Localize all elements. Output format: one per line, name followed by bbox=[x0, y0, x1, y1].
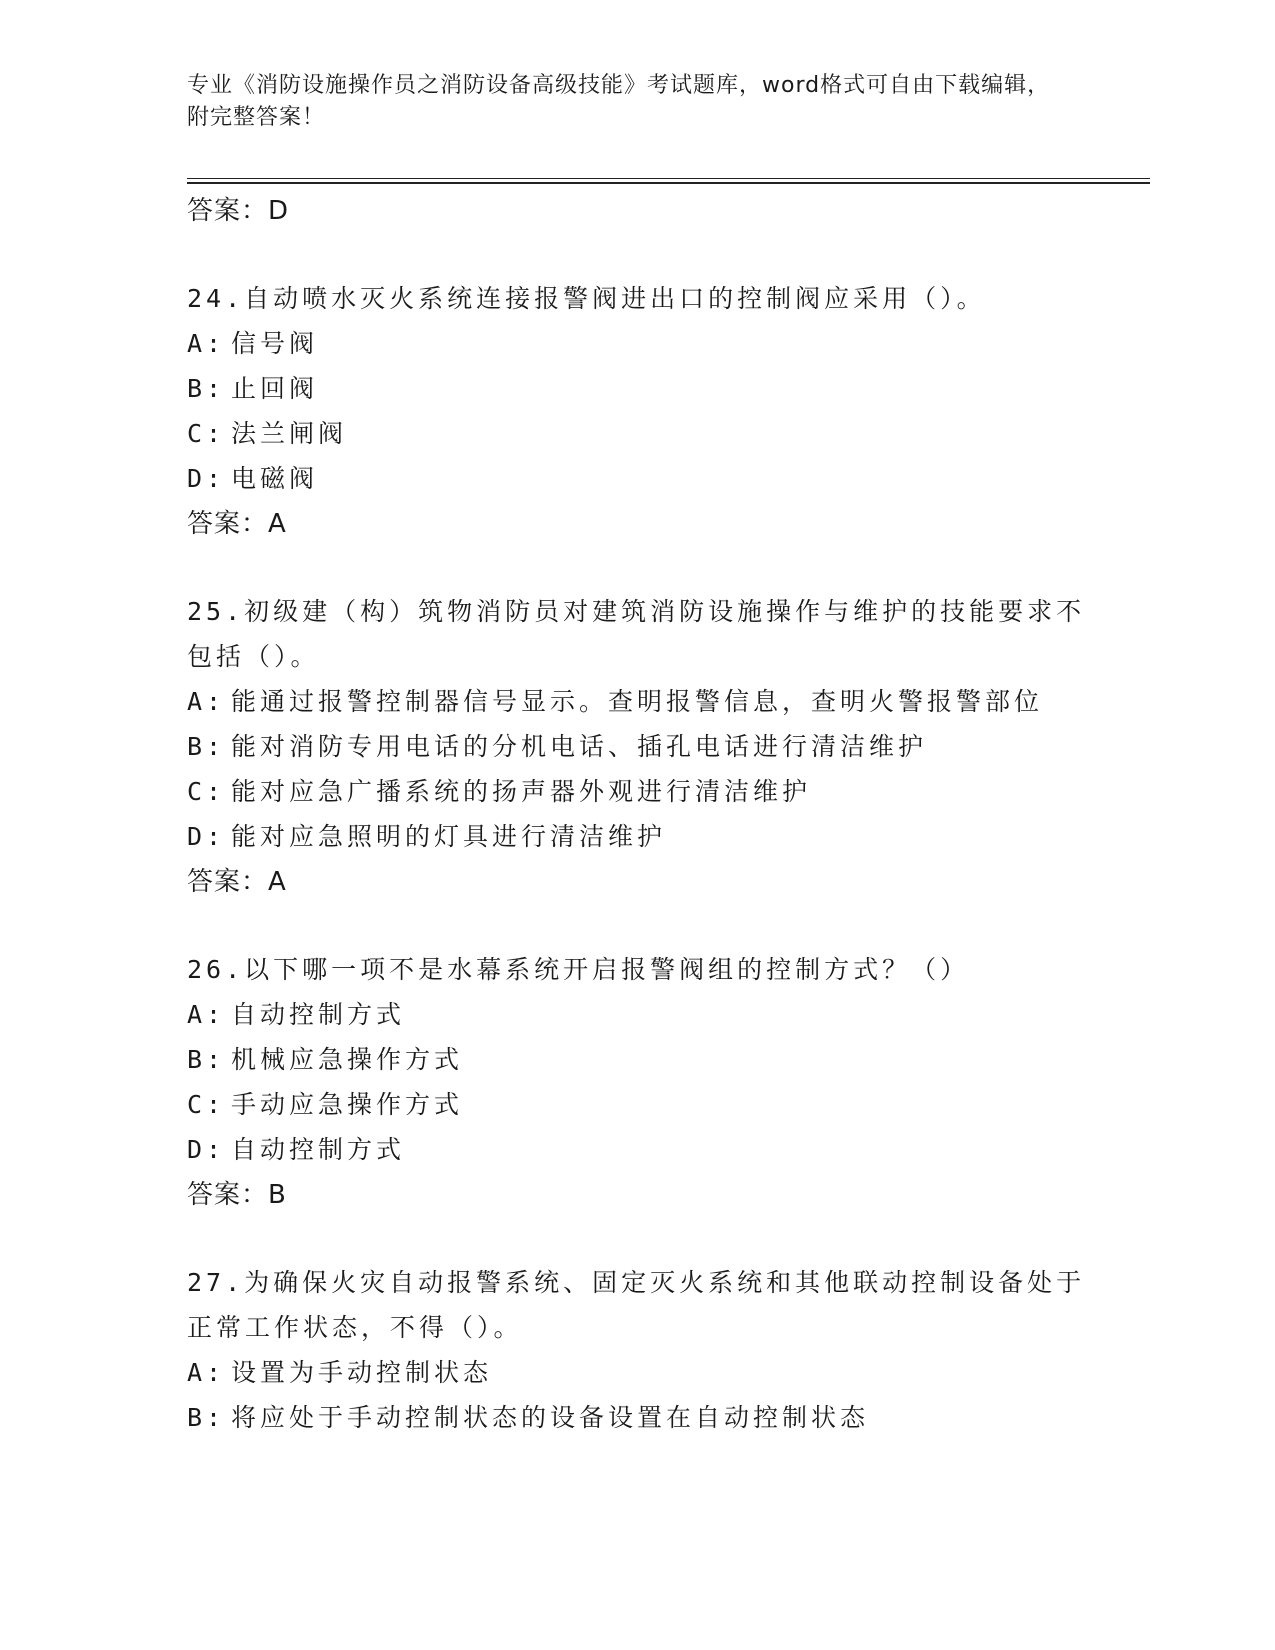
option-letter: D: bbox=[187, 1135, 226, 1164]
option-a bbox=[187, 1350, 1087, 1395]
option-text: 自动控制方式 bbox=[231, 1000, 406, 1029]
option-letter: B: bbox=[187, 374, 226, 403]
option-letter: A: bbox=[187, 1358, 226, 1387]
option-text: 机械应急操作方式 bbox=[231, 1045, 464, 1074]
option-letter: B: bbox=[187, 1045, 226, 1074]
answer-line: 答案：A bbox=[187, 509, 287, 539]
option-b bbox=[187, 1395, 1087, 1440]
header-divider-thick bbox=[187, 182, 1150, 184]
option-letter: C: bbox=[187, 419, 226, 448]
option-a bbox=[187, 992, 1087, 1037]
option-b bbox=[187, 724, 1087, 769]
question-list bbox=[187, 188, 1087, 1440]
option-letter: D: bbox=[187, 464, 226, 493]
option-letter: B: bbox=[187, 732, 226, 761]
document-header: 专业《消防设施操作员之消防设备高级技能》考试题库，word格式可自由下载编辑，附完整答案！ bbox=[187, 73, 1051, 130]
option-text: 能对应急照明的灯具进行清洁维护 bbox=[231, 822, 667, 851]
answer-line: 答案：B bbox=[187, 1180, 287, 1210]
option-letter: C: bbox=[187, 777, 226, 806]
option-letter: A: bbox=[187, 687, 226, 716]
question-block bbox=[187, 589, 1087, 905]
option-text: 止回阀 bbox=[231, 374, 319, 403]
option-a bbox=[187, 679, 1087, 724]
option-text: 将应处于手动控制状态的设备设置在自动控制状态 bbox=[231, 1403, 870, 1432]
option-text: 能对消防专用电话的分机电话、插孔电话进行清洁维护 bbox=[231, 732, 928, 761]
option-letter: A: bbox=[187, 329, 226, 358]
question-text: 25.初级建（构）筑物消防员对建筑消防设施操作与维护的技能要求不包括（）。 bbox=[187, 597, 1086, 671]
question-text: 24.自动喷水灭火系统连接报警阀进出口的控制阀应采用（）。 bbox=[187, 284, 986, 313]
question-text: 27.为确保火灾自动报警系统、固定灭火系统和其他联动控制设备处于正常工作状态，不得（）。 bbox=[187, 1268, 1086, 1342]
option-c bbox=[187, 769, 1087, 814]
question-text: 26.以下哪一项不是水幕系统开启报警阀组的控制方式？（） bbox=[187, 955, 970, 984]
option-letter: C: bbox=[187, 1090, 226, 1119]
option-text: 设置为手动控制状态 bbox=[231, 1358, 493, 1387]
question-block bbox=[187, 276, 1087, 547]
option-text: 电磁阀 bbox=[231, 464, 319, 493]
option-text: 法兰闸阀 bbox=[231, 419, 348, 448]
option-letter: B: bbox=[187, 1403, 226, 1432]
option-d bbox=[187, 814, 1087, 859]
question-block bbox=[187, 947, 1087, 1218]
option-a bbox=[187, 321, 1087, 366]
option-c bbox=[187, 411, 1087, 456]
option-d bbox=[187, 1127, 1087, 1172]
answer-line: 答案：D bbox=[187, 196, 290, 226]
header-divider bbox=[187, 178, 1150, 179]
option-letter: A: bbox=[187, 1000, 226, 1029]
option-text: 自动控制方式 bbox=[231, 1135, 406, 1164]
option-b bbox=[187, 1037, 1087, 1082]
option-b bbox=[187, 366, 1087, 411]
option-text: 能对应急广播系统的扬声器外观进行清洁维护 bbox=[231, 777, 812, 806]
option-text: 信号阀 bbox=[231, 329, 319, 358]
question-block bbox=[187, 1260, 1087, 1440]
option-text: 能通过报警控制器信号显示。查明报警信息，查明火警报警部位 bbox=[231, 687, 1044, 716]
option-letter: D: bbox=[187, 822, 226, 851]
option-text: 手动应急操作方式 bbox=[231, 1090, 464, 1119]
option-d bbox=[187, 456, 1087, 501]
answer-line: 答案：A bbox=[187, 867, 287, 897]
option-c bbox=[187, 1082, 1087, 1127]
